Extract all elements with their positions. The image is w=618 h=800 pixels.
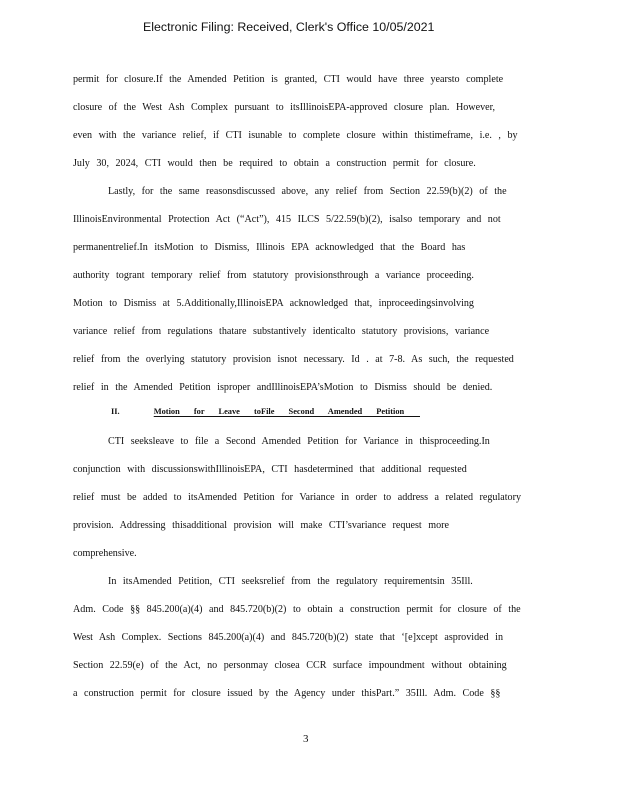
body-line: relief must be added to itsAmended Petition for Variance in order to address a related regulatory — [73, 492, 522, 503]
section-title: Motion for Leave toFile Second Amended Petition — [154, 407, 421, 417]
body-line: West Ash Complex. Sections 845.200(a)(4) and 845.720(b)(2) state that ‘[e]xcept asprovided in — [73, 632, 504, 643]
body-line: In itsAmended Petition, CTI seeksrelief from the regulatory requirementsin 35Ill. — [108, 576, 473, 587]
body-line: a construction permit for closure issued by the Agency under thisPart.” 35Ill. Adm. Code §§ — [73, 688, 501, 699]
section-heading — [111, 407, 420, 416]
body-line: July 30, 2024, CTI would then be required to obtain a construction permit for closure. — [73, 158, 476, 169]
body-line: closure of the West Ash Complex pursuant to itsIllinoisEPA-approved closure plan. However, — [73, 102, 496, 113]
body-line: Lastly, for the same reasonsdiscussed above, any relief from Section 22.59(b)(2) of the — [108, 186, 507, 197]
body-line: even with the variance relief, if CTI isunable to complete closure within thistimeframe, i.e. , by — [73, 130, 518, 141]
body-line: CTI seeksleave to file a Second Amended Petition for Variance in thisproceeding.In — [108, 436, 490, 447]
body-line: permanentrelief.In itsMotion to Dismiss, Illinois EPA acknowledged that the Board has — [73, 242, 466, 253]
body-line: variance relief from regulations thatare substantively identicalto statutory provisions, variance — [73, 326, 490, 337]
section-number: II. — [111, 407, 120, 416]
body-line: comprehensive. — [73, 548, 137, 559]
body-line: Motion to Dismiss at 5.Additionally,IllinoisEPA acknowledged that, inproceedingsinvolving — [73, 298, 474, 309]
body-line: IllinoisEnvironmental Protection Act (“Act”), 415 ILCS 5/22.59(b)(2), isalso temporary and not — [73, 214, 501, 225]
body-line: conjunction with discussionswithIllinoisEPA, CTI hasdetermined that additional requested — [73, 464, 467, 475]
body-line: relief in the Amended Petition isproper andIllinoisEPA’sMotion to Dismiss should be denied. — [73, 382, 493, 393]
page-number: 3 — [303, 733, 309, 745]
filing-stamp: Electronic Filing: Received, Clerk's Office 10/05/2021 — [143, 20, 435, 34]
body-line: provision. Addressing thisadditional provision will make CTI’svariance request more — [73, 520, 449, 531]
body-line: Adm. Code §§ 845.200(a)(4) and 845.720(b)(2) to obtain a construction permit for closure of the — [73, 604, 521, 615]
body-line: Section 22.59(e) of the Act, no personmay closea CCR surface impoundment without obtaining — [73, 660, 507, 671]
body-line: permit for closure.If the Amended Petition is granted, CTI would have three yearsto complete — [73, 74, 504, 85]
body-line: authority togrant temporary relief from statutory provisionsthrough a variance proceeding. — [73, 270, 474, 281]
body-line: relief from the overlying statutory provision isnot necessary. Id . at 7-8. As such, the requested — [73, 354, 514, 365]
